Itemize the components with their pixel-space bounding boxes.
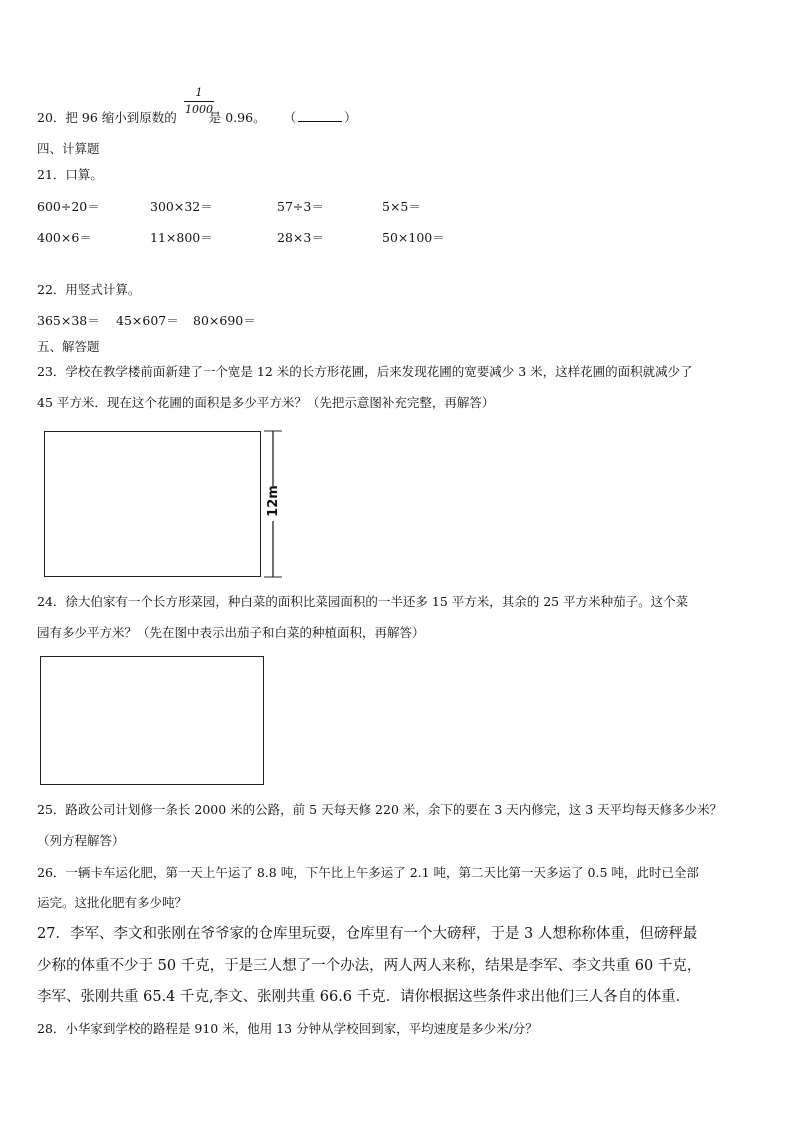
q21-r1-c1: 600÷20＝ bbox=[37, 199, 100, 214]
q21-r1-c3: 57÷3＝ bbox=[277, 199, 324, 214]
fraction bbox=[184, 86, 214, 116]
answer-blank[interactable] bbox=[298, 121, 342, 122]
q21-title: 21．口算。 bbox=[37, 167, 103, 182]
fraction-denominator: 1000 bbox=[185, 103, 213, 116]
q25-line-2: （列方程解答） bbox=[37, 833, 125, 848]
q20-text-before: 20．把 96 缩小到原数的 bbox=[37, 110, 177, 125]
q22-item-2: 45×607＝ bbox=[116, 313, 179, 328]
fraction-numerator: 1 bbox=[195, 86, 203, 99]
q24-vegetable-garden-rectangle bbox=[40, 656, 264, 785]
q21-r2-c2: 11×800＝ bbox=[150, 230, 213, 245]
q23-line-2: 45 平方米．现在这个花圃的面积是多少平方米？（先把示意图补充完整，再解答） bbox=[37, 395, 495, 410]
q22-item-3: 80×690＝ bbox=[193, 313, 256, 328]
q20-text-after: 是 0.96。 bbox=[208, 110, 266, 125]
q23-garden-rectangle bbox=[44, 431, 261, 577]
q21-r2-c1: 400×6＝ bbox=[37, 230, 92, 245]
q22-item-1: 365×38＝ bbox=[37, 313, 100, 328]
section-heading-4: 四、计算题 bbox=[37, 141, 100, 156]
q27-line-3: 李军、张刚共重 65.4 千克,李文、张刚共重 66.6 千克．请你根据这些条件求出他们三人各自的体重． bbox=[37, 989, 691, 1005]
q26-line-2: 运完。这批化肥有多少吨？ bbox=[37, 895, 188, 910]
q25-line-1: 25．路政公司计划修一条长 2000 米的公路，前 5 天每天修 220 米，余下的要在 3 天内修完，这 3 天平均每天修多少米？ bbox=[37, 802, 723, 817]
q20-paren-close: ） bbox=[344, 110, 357, 125]
q27-line-2: 少称的体重不少于 50 千克，于是三人想了一个办法，两人两人来称，结果是李军、李文共重 60 千克， bbox=[37, 958, 702, 974]
q26-line-1: 26．一辆卡车运化肥，第一天上午运了 8.8 吨，下午比上午多运了 2.1 吨，第二天比第一天多运了 0.5 吨，此时已全部 bbox=[37, 865, 699, 880]
q24-line-2: 园有多少平方米？（先在图中表示出茄子和白菜的种植面积，再解答） bbox=[37, 625, 425, 640]
q21-r1-c4: 5×5＝ bbox=[382, 199, 421, 214]
fraction-bar bbox=[184, 101, 214, 102]
q21-r2-c4: 50×100＝ bbox=[382, 230, 445, 245]
q20-paren-open: （ bbox=[283, 110, 297, 125]
q24-line-1: 24．徐大伯家有一个长方形菜园，种白菜的面积比菜园面积的一半还多 15 平方米，其余的 25 平方米种茄子。这个菜 bbox=[37, 594, 689, 609]
q27-line-1: 27．李军、李文和张刚在爷爷家的仓库里玩耍，仓库里有一个大磅秤，于是 3 人想称称体重，但磅秤最 bbox=[37, 926, 698, 942]
q22-title: 22．用竖式计算。 bbox=[37, 282, 141, 297]
q23-line-1: 23．学校在教学楼前面新建了一个宽是 12 米的长方形花圃，后来发现花圃的宽要减少 3 米，这样花圃的面积就减少了 bbox=[37, 364, 693, 379]
section-heading-5: 五、解答题 bbox=[37, 339, 100, 354]
q23-dimension-label: 12m bbox=[266, 485, 281, 517]
q21-r2-c3: 28×3＝ bbox=[277, 230, 324, 245]
q21-r1-c2: 300×32＝ bbox=[150, 199, 213, 214]
q28-line-1: 28．小华家到学校的路程是 910 米，他用 13 分钟从学校回到家，平均速度是多少米/分？ bbox=[37, 1021, 538, 1036]
